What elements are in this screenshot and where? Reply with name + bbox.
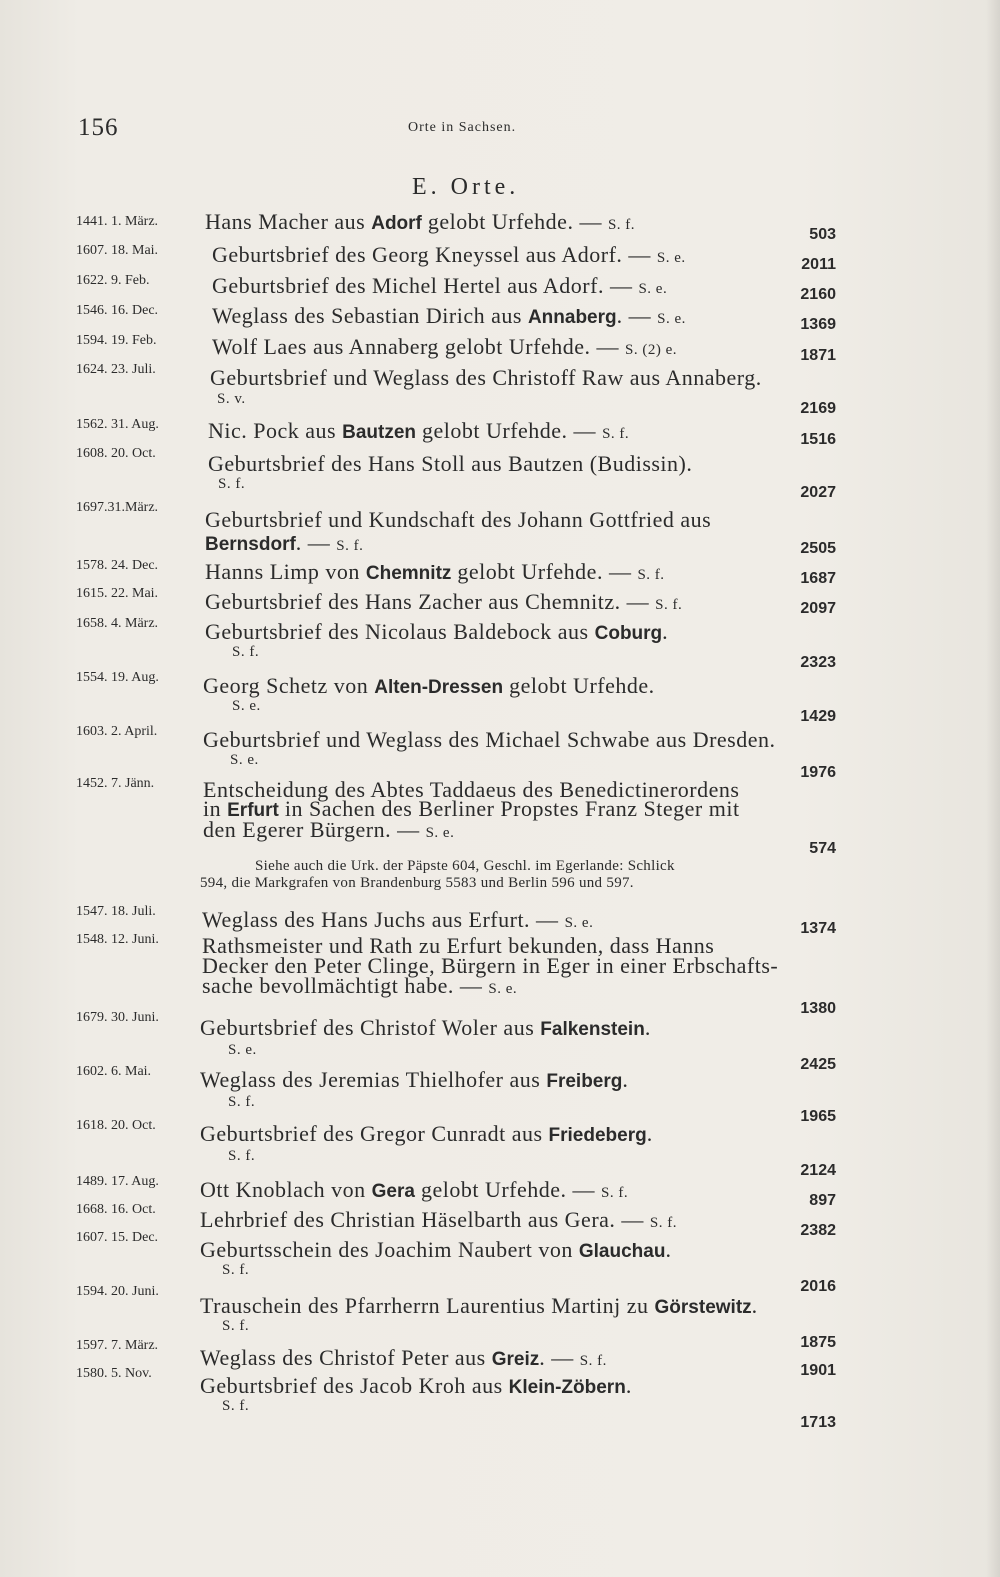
- seal-note: S. f.: [218, 476, 246, 492]
- entry-text: Weglass des Jeremias Thielhofer aus Freiberg.: [200, 1067, 629, 1092]
- entry-date: 1679. 30. Juni.: [76, 1010, 159, 1025]
- entry-date: 1580. 5. Nov.: [76, 1366, 152, 1381]
- document-number: 2323: [800, 654, 836, 671]
- entry-text: Geburtsbrief des Georg Kneyssel aus Adorf. — S. e.: [212, 242, 686, 267]
- entry-date: 1548. 12. Juni.: [76, 932, 159, 947]
- document-number: 1374: [800, 920, 836, 937]
- entry-date: 1668. 16. Oct.: [76, 1202, 156, 1217]
- entry-date: 1594. 19. Feb.: [76, 333, 157, 348]
- seal-note: S. f.: [655, 597, 683, 613]
- seal-note: S. f.: [607, 217, 636, 233]
- document-number: 1369: [800, 316, 836, 333]
- document-number: 2011: [801, 256, 836, 273]
- entry-text: Geburtsbrief und Kundschaft des Johann Gottfried aus Bernsdorf. — S. f.: [205, 507, 712, 555]
- place-name: Alten-Dressen: [374, 677, 504, 698]
- seal-note: S. e.: [638, 281, 668, 297]
- entry-text: Geburtsbrief des Hans Stoll aus Bautzen (Budissin).: [208, 451, 693, 476]
- document-number: 2169: [800, 400, 836, 417]
- seal-note: S. f.: [222, 1318, 250, 1334]
- entry-date: 1622. 9. Feb.: [76, 273, 150, 288]
- document-number: 1965: [800, 1108, 836, 1125]
- seal-note: S. e.: [656, 250, 686, 266]
- document-number: 1516: [800, 431, 836, 448]
- seal-note: S. e.: [488, 981, 518, 997]
- entry-text: Geburtsschein des Joachim Naubert von Glauchau.: [200, 1237, 672, 1262]
- entry-date: 1697.31.März.: [76, 500, 159, 515]
- entry-date: 1554. 19. Aug.: [76, 670, 159, 685]
- entry-text: Nic. Pock aus Bautzen gelobt Urfehde. — S. f.: [208, 418, 630, 443]
- document-number: 1429: [800, 708, 836, 725]
- seal-note: S. f.: [228, 1094, 256, 1110]
- place-name: Görstewitz: [654, 1297, 752, 1318]
- entry-date: 1546. 16. Dec.: [76, 303, 159, 318]
- place-name: Erfurt: [227, 800, 279, 821]
- entry-text: Geburtsbrief des Nicolaus Baldebock aus Coburg.: [205, 619, 669, 644]
- entry-text: Geburtsbrief des Jacob Kroh aus Klein-Zöbern.: [200, 1373, 632, 1398]
- entry-text: Entscheidung des Abtes Taddaeus des Benedictinerordens in Erfurt in Sachen des Berliner Propstes Franz Steger mit den Egerer Bürgern. — S. e.: [203, 777, 740, 842]
- seal-note: S. e.: [564, 915, 594, 931]
- place-name: Greiz: [491, 1349, 540, 1370]
- entry-date: 1607. 15. Dec.: [76, 1230, 159, 1245]
- entry-date: 1615. 22. Mai.: [76, 586, 159, 601]
- place-name: Bautzen: [342, 422, 416, 443]
- document-number: 2124: [800, 1162, 836, 1179]
- entry-date: 1489. 17. Aug.: [76, 1174, 159, 1189]
- entry-text: Trauschein des Pfarrherrn Laurentius Martinj zu Görstewitz.: [200, 1293, 758, 1318]
- document-number: 2027: [800, 484, 836, 501]
- entry-date: 1547. 18. Juli.: [76, 904, 156, 919]
- place-name: Glauchau: [578, 1241, 666, 1262]
- place-name: Annaberg: [527, 307, 617, 328]
- document-number: 503: [809, 226, 836, 243]
- section-title: E. Orte.: [412, 174, 520, 200]
- seal-note: S. f.: [228, 1148, 256, 1164]
- entry-text: Weglass des Christof Peter aus Greiz. — S. f.: [200, 1345, 607, 1370]
- entry-text: Geburtsbrief und Weglass des Christoff Raw aus Annaberg.: [210, 365, 762, 390]
- document-number: 2160: [800, 286, 836, 303]
- document-number: 574: [809, 840, 836, 857]
- entry-date: 1594. 20. Juni.: [76, 1284, 159, 1299]
- entry-text: Geburtsbrief und Weglass des Michael Schwabe aus Dresden.: [203, 727, 776, 752]
- place-name: Adorf: [371, 213, 422, 234]
- entry-text: Geburtsbrief des Gregor Cunradt aus Friedeberg.: [200, 1121, 653, 1146]
- seal-note: S. e.: [230, 752, 259, 768]
- seal-note: S. f.: [601, 1185, 629, 1201]
- seal-note: S. f.: [232, 644, 260, 660]
- entry-text: Rathsmeister und Rath zu Erfurt bekunden, dass Hanns Decker den Peter Clinge, Bürgern in Eger in einer Erbschafts- sache bevollmächtigt habe. — S. e.: [202, 933, 779, 998]
- seal-note: S. e.: [228, 1042, 257, 1058]
- page-edge-shadow: [986, 0, 1000, 1577]
- document-number: 1976: [800, 764, 836, 781]
- document-number: 1713: [800, 1414, 836, 1431]
- document-number: 2097: [800, 600, 836, 617]
- document-number: 2425: [800, 1056, 836, 1073]
- entry-date: 1602. 6. Mai.: [76, 1064, 152, 1079]
- entry-text: Ott Knoblach von Gera gelobt Urfehde. — S. f.: [200, 1177, 629, 1202]
- document-number: 1871: [800, 347, 836, 364]
- document-number: 2505: [800, 540, 836, 557]
- entry-text: Hans Macher aus Adorf gelobt Urfehde. — S. f.: [205, 209, 636, 234]
- place-name: Freiberg: [546, 1071, 623, 1092]
- place-name: Bernsdorf: [205, 534, 296, 555]
- document-number: 897: [809, 1192, 836, 1209]
- entry-date: 1441. 1. März.: [76, 214, 159, 229]
- reference-note: Siehe auch die Urk. der Päpste 604, Geschl. im Egerlande: Schlick 594, die Markgrafen von Brandenburg 5583 und Berlin 596 und 597.: [200, 858, 675, 891]
- place-name: Coburg: [594, 623, 663, 644]
- place-name: Falkenstein: [540, 1019, 645, 1040]
- document-number: 1901: [800, 1362, 836, 1379]
- entry-date: 1608. 20. Oct.: [76, 446, 156, 461]
- entry-text: Weglass des Hans Juchs aus Erfurt. — S. e.: [202, 907, 594, 932]
- seal-note: S. f.: [649, 1215, 678, 1231]
- seal-note: S. f.: [602, 426, 630, 442]
- seal-note: S. e.: [232, 698, 261, 714]
- entry-text: Weglass des Sebastian Dirich aus Annaberg. — S. e.: [212, 303, 686, 328]
- entry-text: Geburtsbrief des Michel Hertel aus Adorf. — S. e.: [212, 273, 668, 298]
- place-name: Gera: [371, 1181, 415, 1202]
- entry-text: Geburtsbrief des Christof Woler aus Falkenstein.: [200, 1015, 651, 1040]
- entry-date: 1562. 31. Aug.: [76, 417, 159, 432]
- entry-text: Hanns Limp von Chemnitz gelobt Urfehde. — S. f.: [205, 559, 665, 584]
- seal-note: S. f.: [336, 538, 364, 554]
- seal-note: S. e.: [425, 825, 455, 841]
- entry-date: 1597. 7. März.: [76, 1338, 159, 1353]
- seal-note: S. e.: [657, 311, 686, 327]
- entry-text: Georg Schetz von Alten-Dressen gelobt Urfehde.: [203, 673, 655, 698]
- entry-date: 1578. 24. Dec.: [76, 558, 159, 573]
- document-number: 1875: [800, 1334, 836, 1351]
- entry-text: Geburtsbrief des Hans Zacher aus Chemnitz. — S. f.: [205, 589, 683, 614]
- entry-date: 1624. 23. Juli.: [76, 362, 156, 377]
- place-name: Friedeberg: [548, 1125, 647, 1146]
- entry-date: 1607. 18. Mai.: [76, 243, 159, 258]
- entry-date: 1603. 2. April.: [76, 724, 158, 739]
- seal-note: S. (2) e.: [625, 342, 677, 358]
- entry-text: Wolf Laes aus Annaberg gelobt Urfehde. — S. (2) e.: [212, 334, 677, 359]
- document-number: 1380: [800, 1000, 836, 1017]
- page-number: 156: [78, 114, 119, 141]
- seal-note: S. f.: [222, 1398, 250, 1414]
- document-number: 2382: [800, 1222, 836, 1239]
- document-number: 2016: [800, 1278, 836, 1295]
- place-name: Klein-Zöbern: [508, 1377, 626, 1398]
- seal-note: S. f.: [222, 1262, 250, 1278]
- place-name: Chemnitz: [365, 563, 452, 584]
- entry-date: 1618. 20. Oct.: [76, 1118, 156, 1133]
- seal-note: S. f.: [637, 567, 665, 583]
- entry-date: 1452. 7. Jänn.: [76, 776, 155, 791]
- entry-date: 1658. 4. März.: [76, 616, 159, 631]
- entry-text: Lehrbrief des Christian Häselbarth aus Gera. — S. f.: [200, 1207, 678, 1232]
- seal-note: S. v.: [217, 391, 246, 407]
- running-head: Orte in Sachsen.: [408, 120, 517, 135]
- document-number: 1687: [800, 570, 836, 587]
- seal-note: S. f.: [579, 1353, 607, 1369]
